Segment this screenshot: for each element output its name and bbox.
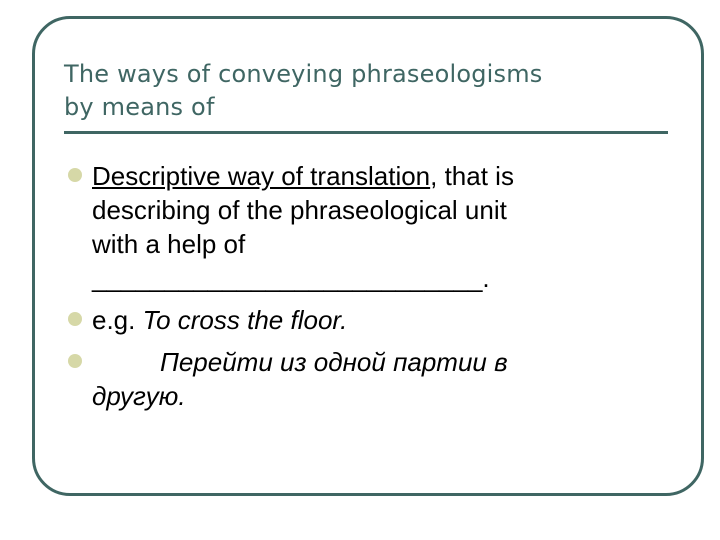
translation-text-1: Перейти из одной партии в: [160, 347, 508, 377]
bullet-line-3: with a help of: [92, 229, 246, 259]
bullet-dot-icon: [68, 312, 82, 326]
slide-body: [68, 159, 688, 421]
title-line-2: by means of: [64, 93, 215, 121]
descriptive-way-rest: , that is: [430, 161, 514, 191]
title-line-1: The ways of conveying phraseologisms: [64, 60, 543, 88]
slide-title: [64, 58, 664, 124]
bullet-line-2: describing of the phraseological unit: [92, 195, 507, 225]
translation-line-1: [92, 345, 688, 379]
bullet-example: [68, 303, 688, 337]
bullet-translation: [68, 345, 688, 413]
fill-in-blank: ___________________________.: [92, 263, 490, 293]
bullet-dot-icon: [68, 354, 82, 368]
bullet-dot-icon: [68, 168, 82, 182]
translation-line-2: другую.: [92, 381, 186, 411]
bullet-line-1: [92, 159, 688, 193]
example-prefix: e.g.: [92, 305, 143, 335]
example-phrase: To cross the floor.: [142, 305, 348, 335]
descriptive-way-underlined: Descriptive way of translation: [92, 161, 431, 191]
title-underline-rule: [64, 131, 668, 134]
bullet-descriptive-way: [68, 159, 688, 295]
